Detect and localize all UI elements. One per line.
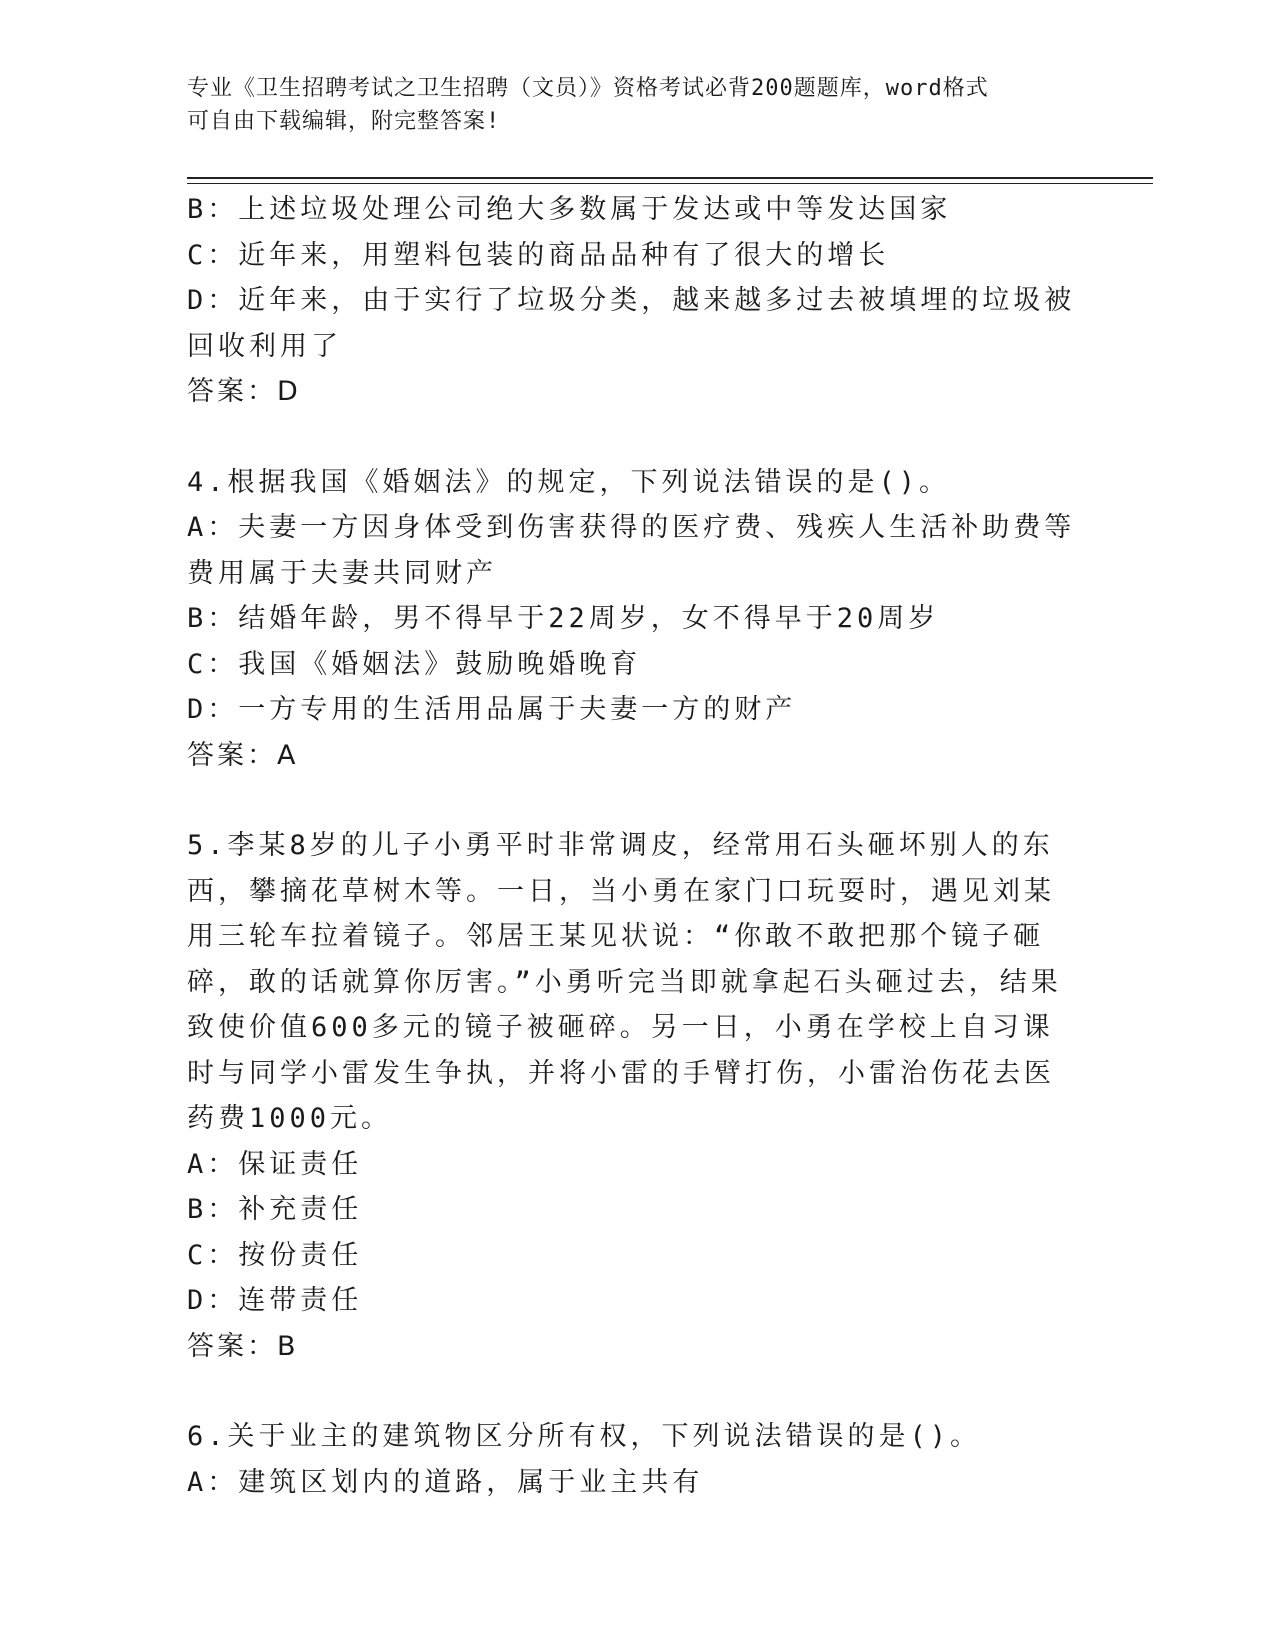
q3-option-b: B：上述垃圾处理公司绝大多数属于发达或中等发达国家	[187, 194, 952, 225]
spacer	[187, 415, 1077, 460]
question-5	[187, 823, 1077, 1369]
question-4	[187, 460, 1077, 779]
header-line-1: 专业《卫生招聘考试之卫生招聘（文员）》资格考试必背200题题库，word格式	[187, 76, 989, 101]
q4-option-b: B：结婚年龄，男不得早于22周岁，女不得早于20周岁	[187, 603, 940, 634]
spacer	[187, 1369, 1077, 1414]
q5-stem: 5.李某8岁的儿子小勇平时非常调皮，经常用石头砸坏别人的东西，攀摘花草树木等。一日，当小勇在家门口玩耍时，遇见刘某用三轮车拉着镜子。邻居王某见状说：“你敢不敢把那个镜子砸碎，敢的话就算你厉害。”小勇听完当即就拿起石头砸过去，结果致使价值600多元的镜子被砸碎。另一日，小勇在学校上自习课时与同学小雷发生争执，并将小雷的手臂打伤，小雷治伤花去医药费1000元。	[187, 830, 1062, 1134]
q3-option-c: C：近年来，用塑料包装的商品品种有了很大的增长	[187, 239, 890, 271]
q5-option-b: B：补充责任	[187, 1194, 363, 1225]
q4-option-a: A：夫妻一方因身体受到伤害获得的医疗费、残疾人生活补助费等费用属于夫妻共同财产	[187, 512, 1076, 589]
q6-stem: 6.关于业主的建筑物区分所有权，下列说法错误的是()。	[187, 1421, 982, 1452]
header-rule-thin	[187, 183, 1153, 184]
question-3-tail	[187, 187, 1077, 415]
q3-answer: 答案：D	[187, 376, 301, 407]
header-rule-thick	[187, 177, 1153, 179]
q4-answer: 答案：A	[187, 739, 299, 771]
document-body	[187, 187, 1077, 1505]
q3-option-d: D：近年来，由于实行了垃圾分类，越来越多过去被填埋的垃圾被回收利用了	[187, 285, 1076, 362]
q4-stem: 4.根据我国《婚姻法》的规定，下列说法错误的是()。	[187, 466, 951, 498]
document-header	[187, 72, 1067, 138]
q6-option-a: A：建筑区划内的道路，属于业主共有	[187, 1466, 704, 1498]
q4-option-c: C：我国《婚姻法》鼓励晚婚晚育	[187, 648, 642, 680]
q5-option-a: A：保证责任	[187, 1148, 363, 1180]
q5-answer: 答案：B	[187, 1330, 299, 1362]
spacer	[187, 778, 1077, 823]
q4-option-d: D：一方专用的生活用品属于夫妻一方的财产	[187, 694, 797, 725]
header-line-2: 可自由下载编辑，附完整答案!	[187, 109, 501, 134]
question-6	[187, 1414, 1077, 1505]
q5-option-d: D：连带责任	[187, 1285, 363, 1316]
q5-option-c: C：按份责任	[187, 1239, 363, 1271]
